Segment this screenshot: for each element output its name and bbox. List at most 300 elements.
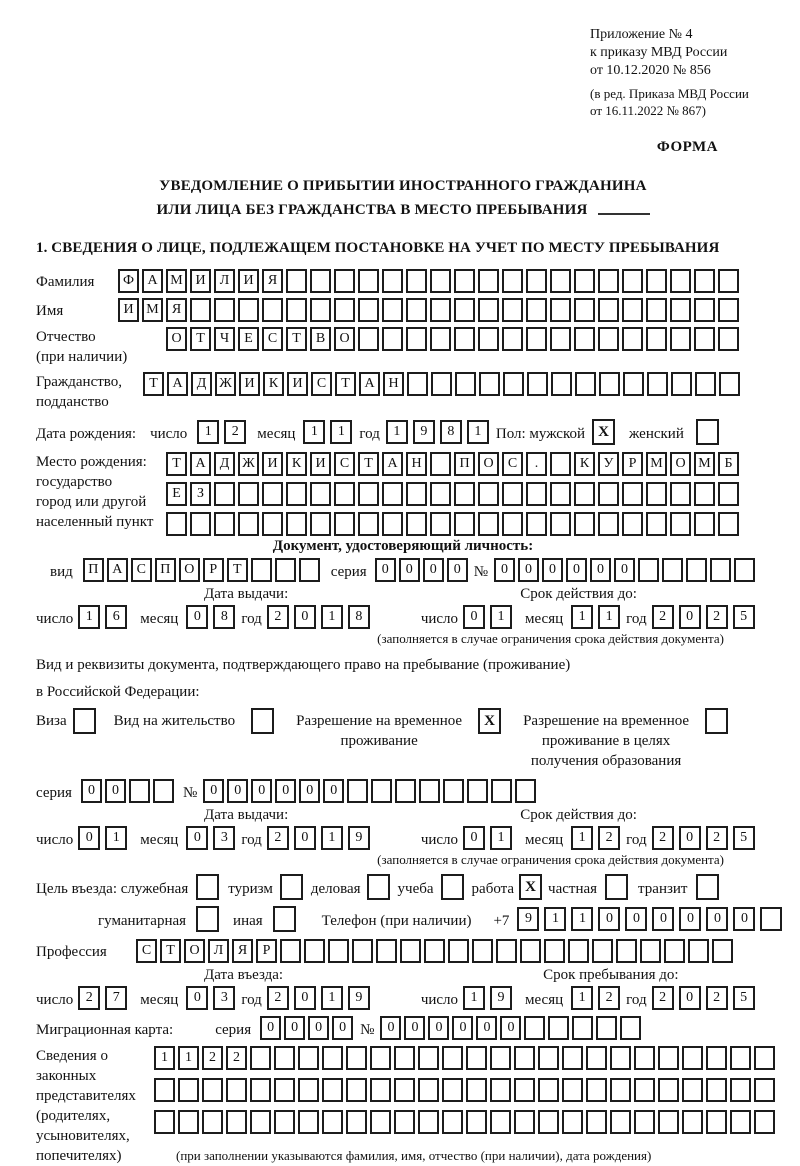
char-box[interactable] <box>310 269 331 293</box>
char-box[interactable] <box>262 298 283 322</box>
char-box[interactable] <box>358 482 379 506</box>
char-box[interactable] <box>202 1110 223 1134</box>
char-box[interactable] <box>598 269 619 293</box>
char-box[interactable] <box>226 1078 247 1102</box>
char-box[interactable] <box>334 298 355 322</box>
char-box[interactable] <box>478 512 499 536</box>
char-box[interactable] <box>671 372 692 396</box>
char-box[interactable]: А <box>142 269 163 293</box>
char-box[interactable] <box>430 327 451 351</box>
char-box[interactable]: Я <box>232 939 253 963</box>
char-box[interactable] <box>574 482 595 506</box>
char-box[interactable]: Е <box>238 327 259 351</box>
char-box[interactable] <box>347 779 368 803</box>
char-box[interactable] <box>754 1046 775 1070</box>
char-box[interactable] <box>658 1046 679 1070</box>
char-box[interactable]: 0 <box>494 558 515 582</box>
char-box[interactable]: 0 <box>275 779 296 803</box>
char-box[interactable] <box>634 1110 655 1134</box>
char-box[interactable] <box>478 298 499 322</box>
char-box[interactable]: Т <box>160 939 181 963</box>
char-box[interactable] <box>718 512 739 536</box>
char-box[interactable]: О <box>179 558 200 582</box>
char-box[interactable] <box>586 1110 607 1134</box>
char-box[interactable]: 1 <box>490 826 512 850</box>
char-box[interactable] <box>574 269 595 293</box>
sex-male-checkbox[interactable]: X <box>592 419 615 445</box>
char-box[interactable] <box>502 298 523 322</box>
char-box[interactable]: 9 <box>348 826 370 850</box>
char-box[interactable]: 5 <box>733 826 755 850</box>
char-box[interactable] <box>623 372 644 396</box>
char-box[interactable] <box>574 327 595 351</box>
char-box[interactable] <box>286 482 307 506</box>
char-box[interactable] <box>274 1110 295 1134</box>
char-box[interactable] <box>502 482 523 506</box>
char-box[interactable]: 2 <box>78 986 100 1010</box>
char-box[interactable]: 7 <box>105 986 127 1010</box>
char-box[interactable] <box>226 1110 247 1134</box>
char-box[interactable] <box>419 779 440 803</box>
char-box[interactable]: М <box>142 298 163 322</box>
char-box[interactable] <box>658 1110 679 1134</box>
char-box[interactable] <box>454 482 475 506</box>
char-box[interactable] <box>153 779 174 803</box>
char-box[interactable]: 2 <box>202 1046 223 1070</box>
char-box[interactable] <box>491 779 512 803</box>
char-box[interactable]: З <box>190 482 211 506</box>
char-box[interactable] <box>418 1078 439 1102</box>
char-box[interactable]: 9 <box>413 420 435 444</box>
char-box[interactable] <box>370 1078 391 1102</box>
char-box[interactable] <box>599 372 620 396</box>
char-box[interactable] <box>688 939 709 963</box>
char-box[interactable]: 1 <box>571 986 593 1010</box>
char-box[interactable]: 2 <box>267 826 289 850</box>
purpose-official-checkbox[interactable] <box>196 874 219 900</box>
char-box[interactable]: 2 <box>652 986 674 1010</box>
char-box[interactable] <box>448 939 469 963</box>
char-box[interactable]: П <box>83 558 104 582</box>
char-box[interactable]: О <box>334 327 355 351</box>
char-box[interactable]: 1 <box>386 420 408 444</box>
char-box[interactable]: Д <box>191 372 212 396</box>
char-box[interactable] <box>442 1078 463 1102</box>
char-box[interactable] <box>382 298 403 322</box>
char-box[interactable]: 0 <box>652 907 674 931</box>
char-box[interactable]: Ф <box>118 269 139 293</box>
char-box[interactable] <box>406 482 427 506</box>
char-box[interactable] <box>646 298 667 322</box>
char-box[interactable] <box>406 512 427 536</box>
char-box[interactable]: С <box>262 327 283 351</box>
char-box[interactable]: 0 <box>186 986 208 1010</box>
char-box[interactable] <box>640 939 661 963</box>
char-box[interactable]: 0 <box>404 1016 425 1040</box>
char-box[interactable] <box>382 327 403 351</box>
char-box[interactable] <box>544 939 565 963</box>
char-box[interactable] <box>310 482 331 506</box>
char-box[interactable] <box>568 939 589 963</box>
char-box[interactable] <box>730 1078 751 1102</box>
char-box[interactable] <box>466 1110 487 1134</box>
char-box[interactable] <box>304 939 325 963</box>
char-box[interactable]: 0 <box>614 558 635 582</box>
char-box[interactable]: М <box>166 269 187 293</box>
char-box[interactable] <box>574 298 595 322</box>
char-box[interactable]: 0 <box>203 779 224 803</box>
char-box[interactable]: С <box>136 939 157 963</box>
char-box[interactable]: С <box>334 452 355 476</box>
char-box[interactable] <box>407 372 428 396</box>
char-box[interactable] <box>358 298 379 322</box>
char-box[interactable] <box>334 512 355 536</box>
char-box[interactable] <box>526 327 547 351</box>
char-box[interactable] <box>550 298 571 322</box>
char-box[interactable] <box>442 1110 463 1134</box>
char-box[interactable] <box>550 452 571 476</box>
char-box[interactable] <box>638 558 659 582</box>
char-box[interactable] <box>431 372 452 396</box>
char-box[interactable] <box>443 779 464 803</box>
char-box[interactable] <box>424 939 445 963</box>
char-box[interactable] <box>166 512 187 536</box>
char-box[interactable]: М <box>646 452 667 476</box>
char-box[interactable]: И <box>118 298 139 322</box>
char-box[interactable] <box>406 269 427 293</box>
char-box[interactable] <box>610 1110 631 1134</box>
char-box[interactable] <box>352 939 373 963</box>
char-box[interactable]: 0 <box>679 986 701 1010</box>
char-box[interactable] <box>395 779 416 803</box>
char-box[interactable] <box>610 1046 631 1070</box>
char-box[interactable]: О <box>478 452 499 476</box>
char-box[interactable] <box>406 327 427 351</box>
char-box[interactable] <box>670 482 691 506</box>
char-box[interactable]: 2 <box>706 605 728 629</box>
char-box[interactable]: 0 <box>323 779 344 803</box>
char-box[interactable] <box>526 269 547 293</box>
char-box[interactable] <box>455 372 476 396</box>
char-box[interactable] <box>298 1046 319 1070</box>
char-box[interactable] <box>430 298 451 322</box>
char-box[interactable]: 6 <box>105 605 127 629</box>
char-box[interactable] <box>346 1110 367 1134</box>
char-box[interactable] <box>394 1046 415 1070</box>
char-box[interactable] <box>598 327 619 351</box>
char-box[interactable] <box>382 482 403 506</box>
char-box[interactable]: 3 <box>213 826 235 850</box>
char-box[interactable]: Т <box>358 452 379 476</box>
char-box[interactable]: 0 <box>186 605 208 629</box>
char-box[interactable] <box>280 939 301 963</box>
char-box[interactable] <box>466 1078 487 1102</box>
char-box[interactable] <box>647 372 668 396</box>
purpose-other-checkbox[interactable] <box>273 906 296 932</box>
char-box[interactable] <box>466 1046 487 1070</box>
char-box[interactable] <box>490 1046 511 1070</box>
char-box[interactable] <box>490 1110 511 1134</box>
char-box[interactable]: Т <box>227 558 248 582</box>
char-box[interactable] <box>658 1078 679 1102</box>
char-box[interactable] <box>382 512 403 536</box>
char-box[interactable] <box>572 1016 593 1040</box>
char-box[interactable] <box>358 512 379 536</box>
char-box[interactable] <box>586 1078 607 1102</box>
char-box[interactable] <box>274 1046 295 1070</box>
char-box[interactable]: К <box>574 452 595 476</box>
char-box[interactable] <box>286 298 307 322</box>
char-box[interactable]: 1 <box>154 1046 175 1070</box>
char-box[interactable] <box>710 558 731 582</box>
purpose-transit-checkbox[interactable] <box>696 874 719 900</box>
char-box[interactable]: Е <box>166 482 187 506</box>
purpose-work-checkbox[interactable]: X <box>519 874 542 900</box>
char-box[interactable] <box>250 1110 271 1134</box>
char-box[interactable] <box>586 1046 607 1070</box>
char-box[interactable]: 0 <box>284 1016 305 1040</box>
residence-permit-checkbox[interactable] <box>251 708 274 734</box>
char-box[interactable] <box>298 1110 319 1134</box>
char-box[interactable]: Р <box>256 939 277 963</box>
char-box[interactable]: 1 <box>321 986 343 1010</box>
char-box[interactable]: 0 <box>186 826 208 850</box>
char-box[interactable] <box>682 1046 703 1070</box>
char-box[interactable] <box>719 372 740 396</box>
char-box[interactable] <box>670 512 691 536</box>
char-box[interactable] <box>760 907 782 931</box>
char-box[interactable]: 1 <box>467 420 489 444</box>
char-box[interactable] <box>334 269 355 293</box>
char-box[interactable] <box>358 327 379 351</box>
char-box[interactable] <box>346 1078 367 1102</box>
char-box[interactable]: 1 <box>571 907 593 931</box>
char-box[interactable] <box>502 327 523 351</box>
char-box[interactable] <box>418 1110 439 1134</box>
purpose-study-checkbox[interactable] <box>441 874 464 900</box>
char-box[interactable]: Ч <box>214 327 235 351</box>
char-box[interactable]: И <box>190 269 211 293</box>
char-box[interactable] <box>538 1078 559 1102</box>
char-box[interactable] <box>430 512 451 536</box>
char-box[interactable] <box>454 269 475 293</box>
char-box[interactable] <box>646 327 667 351</box>
char-box[interactable] <box>598 482 619 506</box>
char-box[interactable]: 8 <box>440 420 462 444</box>
char-box[interactable]: 0 <box>706 907 728 931</box>
char-box[interactable]: 0 <box>500 1016 521 1040</box>
char-box[interactable] <box>694 482 715 506</box>
char-box[interactable]: 1 <box>544 907 566 931</box>
purpose-private-checkbox[interactable] <box>605 874 628 900</box>
char-box[interactable] <box>622 512 643 536</box>
char-box[interactable] <box>238 482 259 506</box>
char-box[interactable]: Т <box>143 372 164 396</box>
char-box[interactable] <box>346 1046 367 1070</box>
char-box[interactable] <box>526 482 547 506</box>
char-box[interactable]: 0 <box>733 907 755 931</box>
char-box[interactable]: 0 <box>81 779 102 803</box>
char-box[interactable] <box>562 1046 583 1070</box>
char-box[interactable]: 2 <box>652 826 674 850</box>
purpose-tourism-checkbox[interactable] <box>280 874 303 900</box>
char-box[interactable]: Д <box>214 452 235 476</box>
char-box[interactable]: 0 <box>428 1016 449 1040</box>
char-box[interactable] <box>238 298 259 322</box>
char-box[interactable] <box>479 372 500 396</box>
char-box[interactable]: А <box>359 372 380 396</box>
char-box[interactable] <box>574 512 595 536</box>
char-box[interactable]: 0 <box>375 558 396 582</box>
char-box[interactable]: П <box>454 452 475 476</box>
char-box[interactable]: 1 <box>490 605 512 629</box>
char-box[interactable]: Ж <box>238 452 259 476</box>
char-box[interactable]: 5 <box>733 986 755 1010</box>
char-box[interactable] <box>262 512 283 536</box>
char-box[interactable]: 0 <box>260 1016 281 1040</box>
char-box[interactable] <box>472 939 493 963</box>
char-box[interactable] <box>550 482 571 506</box>
char-box[interactable]: 0 <box>447 558 468 582</box>
char-box[interactable] <box>662 558 683 582</box>
char-box[interactable] <box>178 1078 199 1102</box>
char-box[interactable] <box>592 939 613 963</box>
char-box[interactable] <box>154 1110 175 1134</box>
char-box[interactable] <box>454 512 475 536</box>
char-box[interactable] <box>562 1110 583 1134</box>
char-box[interactable]: 0 <box>227 779 248 803</box>
char-box[interactable] <box>754 1110 775 1134</box>
char-box[interactable]: 0 <box>518 558 539 582</box>
char-box[interactable] <box>406 298 427 322</box>
char-box[interactable]: 8 <box>213 605 235 629</box>
char-box[interactable]: Т <box>335 372 356 396</box>
char-box[interactable]: 1 <box>330 420 352 444</box>
char-box[interactable] <box>358 269 379 293</box>
char-box[interactable] <box>754 1078 775 1102</box>
char-box[interactable]: 1 <box>598 605 620 629</box>
char-box[interactable] <box>622 327 643 351</box>
char-box[interactable] <box>548 1016 569 1040</box>
char-box[interactable]: 1 <box>78 605 100 629</box>
char-box[interactable] <box>496 939 517 963</box>
char-box[interactable] <box>695 372 716 396</box>
char-box[interactable] <box>634 1046 655 1070</box>
char-box[interactable]: Ж <box>215 372 236 396</box>
char-box[interactable] <box>718 482 739 506</box>
char-box[interactable] <box>664 939 685 963</box>
char-box[interactable] <box>454 298 475 322</box>
char-box[interactable] <box>334 482 355 506</box>
char-box[interactable]: 0 <box>625 907 647 931</box>
char-box[interactable] <box>238 512 259 536</box>
char-box[interactable]: С <box>502 452 523 476</box>
char-box[interactable] <box>376 939 397 963</box>
char-box[interactable]: 2 <box>652 605 674 629</box>
char-box[interactable]: Н <box>383 372 404 396</box>
char-box[interactable] <box>718 327 739 351</box>
char-box[interactable]: Я <box>166 298 187 322</box>
char-box[interactable]: 0 <box>598 907 620 931</box>
char-box[interactable] <box>520 939 541 963</box>
char-box[interactable]: 8 <box>348 605 370 629</box>
char-box[interactable] <box>551 372 572 396</box>
sex-female-checkbox[interactable] <box>696 419 719 445</box>
char-box[interactable] <box>694 512 715 536</box>
char-box[interactable]: 0 <box>679 907 701 931</box>
char-box[interactable] <box>202 1078 223 1102</box>
char-box[interactable] <box>620 1016 641 1040</box>
char-box[interactable]: 2 <box>598 826 620 850</box>
char-box[interactable]: 2 <box>226 1046 247 1070</box>
temp-residence-edu-checkbox[interactable] <box>705 708 728 734</box>
char-box[interactable]: 0 <box>542 558 563 582</box>
char-box[interactable] <box>734 558 755 582</box>
char-box[interactable] <box>670 298 691 322</box>
char-box[interactable] <box>515 779 536 803</box>
char-box[interactable]: И <box>238 269 259 293</box>
char-box[interactable]: Р <box>203 558 224 582</box>
char-box[interactable] <box>502 269 523 293</box>
char-box[interactable]: 0 <box>294 986 316 1010</box>
char-box[interactable] <box>430 452 451 476</box>
char-box[interactable] <box>322 1078 343 1102</box>
char-box[interactable] <box>550 327 571 351</box>
char-box[interactable]: А <box>382 452 403 476</box>
char-box[interactable]: 0 <box>294 605 316 629</box>
char-box[interactable]: О <box>184 939 205 963</box>
visa-checkbox[interactable] <box>73 708 96 734</box>
char-box[interactable] <box>503 372 524 396</box>
char-box[interactable] <box>250 1046 271 1070</box>
char-box[interactable] <box>562 1078 583 1102</box>
char-box[interactable] <box>670 327 691 351</box>
char-box[interactable]: 1 <box>571 605 593 629</box>
char-box[interactable]: 5 <box>733 605 755 629</box>
char-box[interactable] <box>299 558 320 582</box>
char-box[interactable] <box>394 1078 415 1102</box>
char-box[interactable]: 0 <box>463 826 485 850</box>
char-box[interactable] <box>394 1110 415 1134</box>
char-box[interactable] <box>418 1046 439 1070</box>
char-box[interactable]: 0 <box>423 558 444 582</box>
char-box[interactable] <box>514 1046 535 1070</box>
char-box[interactable] <box>490 1078 511 1102</box>
char-box[interactable]: О <box>166 327 187 351</box>
char-box[interactable]: 0 <box>78 826 100 850</box>
char-box[interactable] <box>370 1110 391 1134</box>
char-box[interactable] <box>322 1110 343 1134</box>
purpose-business-checkbox[interactable] <box>367 874 390 900</box>
char-box[interactable]: 3 <box>213 986 235 1010</box>
char-box[interactable]: К <box>263 372 284 396</box>
char-box[interactable]: 0 <box>566 558 587 582</box>
char-box[interactable] <box>214 298 235 322</box>
char-box[interactable] <box>370 1046 391 1070</box>
char-box[interactable] <box>610 1078 631 1102</box>
char-box[interactable] <box>467 779 488 803</box>
char-box[interactable]: 0 <box>294 826 316 850</box>
char-box[interactable]: И <box>239 372 260 396</box>
char-box[interactable] <box>694 327 715 351</box>
char-box[interactable] <box>694 298 715 322</box>
char-box[interactable]: 2 <box>224 420 246 444</box>
char-box[interactable] <box>310 298 331 322</box>
char-box[interactable]: И <box>310 452 331 476</box>
char-box[interactable] <box>646 512 667 536</box>
char-box[interactable] <box>454 327 475 351</box>
char-box[interactable] <box>382 269 403 293</box>
